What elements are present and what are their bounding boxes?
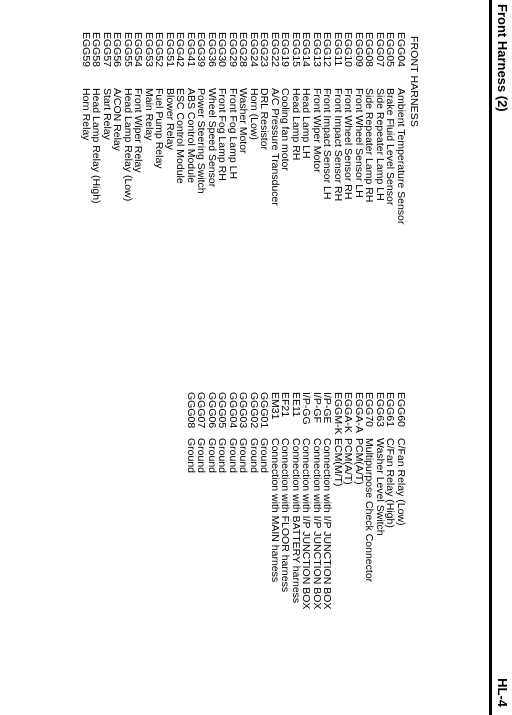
connector-row bbox=[238, 32, 249, 224]
connector-code: EGG22 bbox=[269, 32, 281, 68]
connector-code: EGG54 bbox=[132, 32, 145, 68]
connector-row bbox=[102, 32, 113, 224]
connector-code: EGG30 bbox=[216, 32, 229, 68]
connector-row bbox=[217, 32, 228, 224]
connector-code: EGG13 bbox=[311, 32, 323, 68]
connector-row bbox=[207, 392, 218, 609]
connector-description: C/Fan Relay (High) bbox=[384, 438, 397, 528]
connector-code: EGG19 bbox=[279, 32, 292, 68]
connector-row bbox=[312, 32, 323, 224]
page-number: HL-4 bbox=[495, 678, 510, 707]
connector-description: Washer Level Switch bbox=[374, 438, 386, 536]
connector-description: C/Fan Relay (Low) bbox=[395, 438, 407, 526]
connector-row bbox=[112, 32, 123, 224]
connector-description: DRL Resistor bbox=[258, 88, 271, 151]
connector-row bbox=[396, 32, 407, 224]
connector-description: Side Repeater Lamp LH bbox=[374, 88, 386, 201]
connector-description: Ground bbox=[206, 438, 218, 474]
connector-code: EGG29 bbox=[227, 32, 239, 68]
connector-row bbox=[333, 392, 344, 609]
connector-description: Ambient Temperature Sensor bbox=[395, 88, 407, 225]
connector-row bbox=[144, 32, 155, 224]
connector-description: Ground bbox=[248, 438, 260, 474]
connector-code: EGG60 bbox=[395, 392, 407, 428]
connector-description: Front Wiper Relay bbox=[132, 88, 145, 173]
connector-description: Connection with MAIN harness bbox=[269, 438, 281, 583]
connector-code: EGG11 bbox=[332, 32, 344, 67]
connector-row bbox=[280, 32, 291, 224]
connector-description: Multipurpose Check Connector bbox=[363, 438, 376, 583]
connector-code: GGG07 bbox=[195, 392, 208, 429]
connector-description: Front Fog Lamp LH bbox=[227, 88, 239, 180]
connector-code: EE11 bbox=[290, 392, 302, 417]
connector-description: Start Relay bbox=[101, 88, 113, 140]
connector-code: GGG05 bbox=[216, 392, 229, 429]
connector-code: EGG70 bbox=[363, 392, 376, 428]
header-divider bbox=[489, 0, 492, 715]
connector-row bbox=[343, 32, 354, 224]
connector-description: Ground bbox=[195, 438, 208, 474]
connector-code: EGG55 bbox=[122, 32, 134, 68]
connector-row bbox=[196, 392, 207, 609]
connector-code: EGG15 bbox=[290, 32, 302, 68]
connector-row bbox=[259, 392, 270, 609]
connector-code: EGG56 bbox=[111, 32, 124, 68]
connector-description: Horn Relay bbox=[80, 88, 92, 141]
connector-row bbox=[354, 32, 365, 224]
connector-row bbox=[301, 32, 312, 224]
connector-code: I/P-GG bbox=[300, 392, 313, 425]
connector-description: Brake Fluid Level Sensor bbox=[384, 88, 397, 206]
connector-row bbox=[249, 32, 260, 224]
connector-code: EGG08 bbox=[363, 32, 376, 68]
connector-row bbox=[291, 32, 302, 224]
connector-description: PCM(A/T) bbox=[353, 438, 365, 485]
connector-row bbox=[322, 392, 333, 609]
connector-code: EM31 bbox=[269, 392, 281, 420]
page-title: Front Harness (2) bbox=[495, 4, 510, 112]
connector-description: Ground bbox=[216, 438, 229, 474]
connector-code: EF21 bbox=[279, 392, 292, 418]
connector-code: EGG10 bbox=[342, 32, 355, 68]
connector-description: Connection with I/P JUNCTION BOX bbox=[321, 438, 334, 610]
connector-description: Connection with I/P JUNCTION BOX bbox=[300, 438, 313, 610]
connector-code: EGG23 bbox=[258, 32, 271, 68]
connector-code: EGGA-A bbox=[353, 392, 365, 433]
connector-description: Ground bbox=[185, 438, 197, 474]
left-connector-list bbox=[81, 32, 407, 224]
connector-row bbox=[364, 32, 375, 224]
connector-row bbox=[291, 392, 302, 609]
connector-code: GGG03 bbox=[237, 392, 250, 429]
connector-description: Front Wheel Sensor RH bbox=[342, 88, 355, 200]
connector-row bbox=[375, 32, 386, 224]
connector-description: Front Fog Lamp RH bbox=[216, 88, 229, 181]
connector-row bbox=[228, 392, 239, 609]
connector-description: Main Relay bbox=[143, 88, 155, 141]
connector-row bbox=[385, 392, 396, 609]
connector-code: EGGA-K bbox=[342, 392, 355, 433]
connector-row bbox=[228, 32, 239, 224]
connector-description: ABS Control Module bbox=[185, 88, 197, 184]
connector-code: EGG05 bbox=[384, 32, 397, 68]
connector-description: Front Wheel Sensor LH bbox=[353, 88, 365, 198]
connector-description: Ground bbox=[258, 438, 271, 474]
connector-row bbox=[81, 32, 92, 224]
connector-code: EGG12 bbox=[321, 32, 334, 68]
connector-code: GGG02 bbox=[248, 392, 260, 429]
connector-code: EGG07 bbox=[374, 32, 386, 68]
connector-code: EGG58 bbox=[90, 32, 103, 68]
connector-row bbox=[322, 32, 333, 224]
connector-description: Horn (Low) bbox=[248, 88, 260, 140]
connector-code: EGG63 bbox=[374, 392, 386, 428]
connector-row bbox=[154, 32, 165, 224]
connector-code: EGG61 bbox=[384, 392, 397, 428]
connector-description: PCM(A/T) bbox=[342, 438, 355, 485]
connector-code: GGG01 bbox=[258, 392, 271, 429]
connector-code: EGG24 bbox=[248, 32, 260, 68]
connector-code: EGG14 bbox=[300, 32, 313, 68]
right-connector-list bbox=[186, 392, 407, 609]
connector-code: EGG51 bbox=[164, 32, 176, 68]
connector-code: EGG42 bbox=[174, 32, 187, 68]
connector-code: GGG08 bbox=[185, 392, 197, 429]
connector-code: EGG52 bbox=[153, 32, 166, 68]
connector-description: Ground bbox=[227, 438, 239, 474]
connector-code: I/P-GE bbox=[321, 392, 334, 424]
connector-description: A/C Pressure Transducer bbox=[269, 88, 281, 206]
connector-code: EGG04 bbox=[395, 32, 407, 68]
connector-row bbox=[217, 392, 228, 609]
connector-row bbox=[207, 32, 218, 224]
connector-description: Blower Relay bbox=[164, 88, 176, 150]
connector-row bbox=[364, 392, 375, 609]
connector-code: EGG39 bbox=[195, 32, 208, 68]
connector-row bbox=[343, 392, 354, 609]
connector-row bbox=[186, 32, 197, 224]
connector-description: Front Impact Sensor LH bbox=[321, 88, 334, 200]
connector-description: Head Lamp Relay (Low) bbox=[122, 88, 134, 202]
connector-description: Washer Motor bbox=[237, 88, 250, 154]
connector-description: Power Steering Switch bbox=[195, 88, 208, 194]
connector-code: EGG59 bbox=[80, 32, 92, 68]
connector-code: EGG57 bbox=[101, 32, 113, 68]
connector-code: EGG36 bbox=[206, 32, 218, 68]
connector-code: I/P-GF bbox=[311, 392, 323, 423]
connector-description: ESC Control Module bbox=[174, 88, 187, 184]
connector-row bbox=[375, 392, 386, 609]
connector-row bbox=[123, 32, 134, 224]
connector-description: Fuel Pump Relay bbox=[153, 88, 166, 169]
connector-description: Wheel Speed Sensor bbox=[206, 88, 218, 188]
connector-row bbox=[270, 392, 281, 609]
connector-description: Head Lamp RH bbox=[290, 88, 302, 161]
connector-description: Side Repeater Lamp RH bbox=[363, 88, 376, 203]
connector-code: EGGM-K bbox=[332, 392, 344, 435]
connector-row bbox=[186, 392, 197, 609]
connector-description: Connection with BATTERY harness bbox=[290, 438, 302, 604]
connector-description: Connection with FLOOR harness bbox=[279, 438, 292, 593]
connector-row bbox=[196, 32, 207, 224]
connector-description: Head Lamp LH bbox=[300, 88, 313, 159]
connector-row bbox=[333, 32, 344, 224]
connector-row bbox=[165, 32, 176, 224]
connector-code: GGG04 bbox=[227, 392, 239, 429]
connector-code: EGG28 bbox=[237, 32, 250, 68]
connector-description: Cooling fan motor bbox=[279, 88, 292, 171]
connector-code: EGG53 bbox=[143, 32, 155, 68]
section-title: FRONT HARNESS bbox=[408, 36, 420, 127]
connector-description: ECM(M/T) bbox=[332, 438, 344, 487]
connector-row bbox=[385, 32, 396, 224]
connector-code: EGG09 bbox=[353, 32, 365, 68]
connector-description: Connection with I/P JUNCTION BOX bbox=[311, 438, 323, 610]
connector-row bbox=[270, 32, 281, 224]
connector-description: Front Wiper Motor bbox=[311, 88, 323, 173]
connector-row bbox=[312, 392, 323, 609]
connector-description: Front Impact Sensor RH bbox=[332, 88, 344, 202]
connector-description: Head Lamp Relay (High) bbox=[90, 88, 103, 204]
connector-description: A/CON Relay bbox=[111, 88, 124, 152]
connector-row bbox=[280, 392, 291, 609]
connector-row bbox=[396, 392, 407, 609]
connector-row bbox=[238, 392, 249, 609]
connector-row bbox=[175, 32, 186, 224]
connector-row bbox=[249, 392, 260, 609]
connector-row bbox=[91, 32, 102, 224]
connector-row bbox=[133, 32, 144, 224]
connector-code: EGG41 bbox=[185, 32, 197, 68]
connector-row bbox=[259, 32, 270, 224]
connector-description: Ground bbox=[237, 438, 250, 474]
connector-row bbox=[354, 392, 365, 609]
connector-code: GGG06 bbox=[206, 392, 218, 429]
connector-row bbox=[301, 392, 312, 609]
